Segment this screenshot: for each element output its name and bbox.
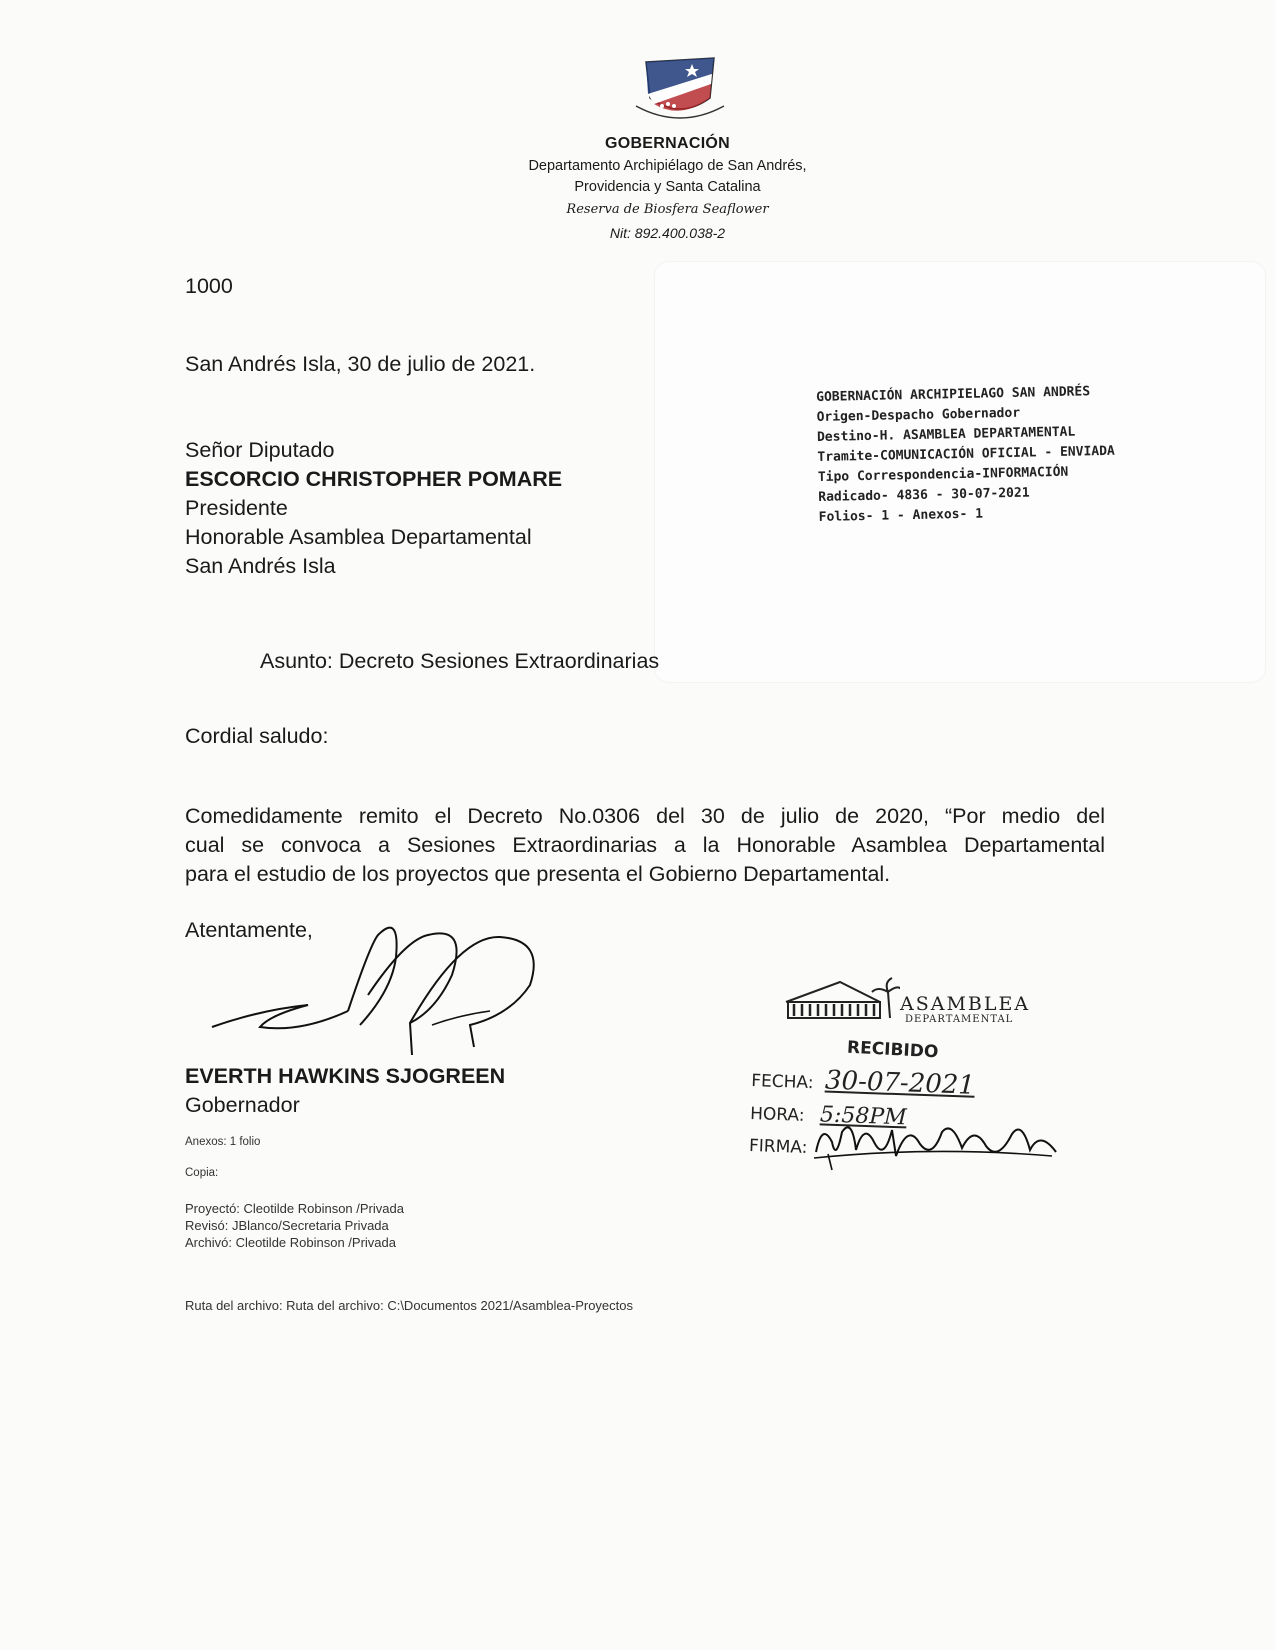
subject-line: Asunto: Decreto Sesiones Extraordinarias [260, 649, 660, 673]
copy-note: Copia: [185, 1167, 219, 1179]
recipient-block [185, 436, 562, 581]
body-line: Comedidamente remito el Decreto No.0306 del 30 de julio de 2020, “Por medio del [185, 804, 1105, 828]
letter-body [185, 802, 1105, 889]
recipient-city: San Andrés Isla [185, 554, 336, 578]
reviewed-by: Revisó: JBlanco/Secretaria Privada [185, 1218, 389, 1233]
letterhead-script-line: Reserva de Biosfera Seaflower [566, 202, 769, 217]
prepared-by: Proyectó: Cleotilde Robinson /Privada [185, 1201, 404, 1216]
body-line: cual se convoca a Sesiones Extraordinarias a la Honorable Asamblea Departamental [185, 833, 1105, 857]
filing-stamp-line: Destino-H. ASAMBLEA DEPARTAMENTAL [816, 424, 1076, 445]
received-signature-graphic [812, 1112, 1062, 1172]
received-date-label: FECHA: [750, 1070, 814, 1094]
closing: Atentamente, [185, 918, 313, 942]
signature-graphic [200, 915, 570, 1065]
filing-stamp-line: Tramite-COMUNICACIÓN OFICIAL - ENVIADA [817, 443, 1115, 465]
received-stamp-org: ASAMBLEA [900, 993, 1031, 1015]
asamblea-building-logo [780, 972, 900, 1022]
letter-code: 1000 [185, 274, 233, 298]
received-date-value: 30-07-2021 [824, 1065, 976, 1101]
letterhead-nit: Nit: 892.400.038-2 [609, 225, 726, 241]
received-stamp-org-sub: DEPARTAMENTAL [905, 1014, 1014, 1025]
annexes-note: Anexos: 1 folio [185, 1136, 261, 1148]
recipient-salutation: Señor Diputado [185, 438, 335, 462]
received-stamp-label: RECIBIDO [846, 1037, 939, 1063]
letter-date: San Andrés Isla, 30 de julio de 2021. [185, 352, 536, 376]
filing-stamp-line: Origen-Despacho Gobernador [816, 405, 1021, 425]
filing-stamp [816, 382, 1116, 528]
filing-stamp-line: Folios- 1 - Anexos- 1 [818, 506, 984, 525]
letterhead-line-1: Departamento Archipiélago de San Andrés, [528, 158, 807, 174]
letterhead-line-2: Providencia y Santa Catalina [574, 179, 761, 195]
gobernacion-crest-logo [632, 54, 728, 126]
letterhead-title: GOBERNACIÓN [604, 135, 731, 152]
recipient-role: Presidente [185, 496, 288, 520]
recipient-org: Honorable Asamblea Departamental [185, 525, 532, 549]
signer-title: Gobernador [185, 1093, 300, 1117]
filing-stamp-line: Tipo Correspondencia-INFORMACIÓN [817, 464, 1069, 485]
filing-stamp-line: Radicado- 4836 - 30-07-2021 [818, 485, 1030, 505]
file-path: Ruta del archivo: Ruta del archivo: C:\Documentos 2021/Asamblea-Proyectos [185, 1298, 633, 1313]
filing-stamp-line: GOBERNACIÓN ARCHIPIELAGO SAN ANDRÉS [816, 384, 1091, 405]
workflow-notes [185, 1200, 404, 1251]
received-time-label: HORA: [749, 1103, 805, 1126]
filed-by: Archivó: Cleotilde Robinson /Privada [185, 1235, 396, 1250]
received-sign-label: FIRMA: [748, 1135, 808, 1158]
received-time-value: 5:58PM [819, 1102, 908, 1131]
greeting: Cordial saludo: [185, 724, 329, 748]
signer-name: EVERTH HAWKINS SJOGREEN [185, 1064, 506, 1088]
body-line: para el estudio de los proyectos que presenta el Gobierno Departamental. [185, 862, 891, 886]
recipient-name: ESCORCIO CHRISTOPHER POMARE [185, 467, 563, 491]
